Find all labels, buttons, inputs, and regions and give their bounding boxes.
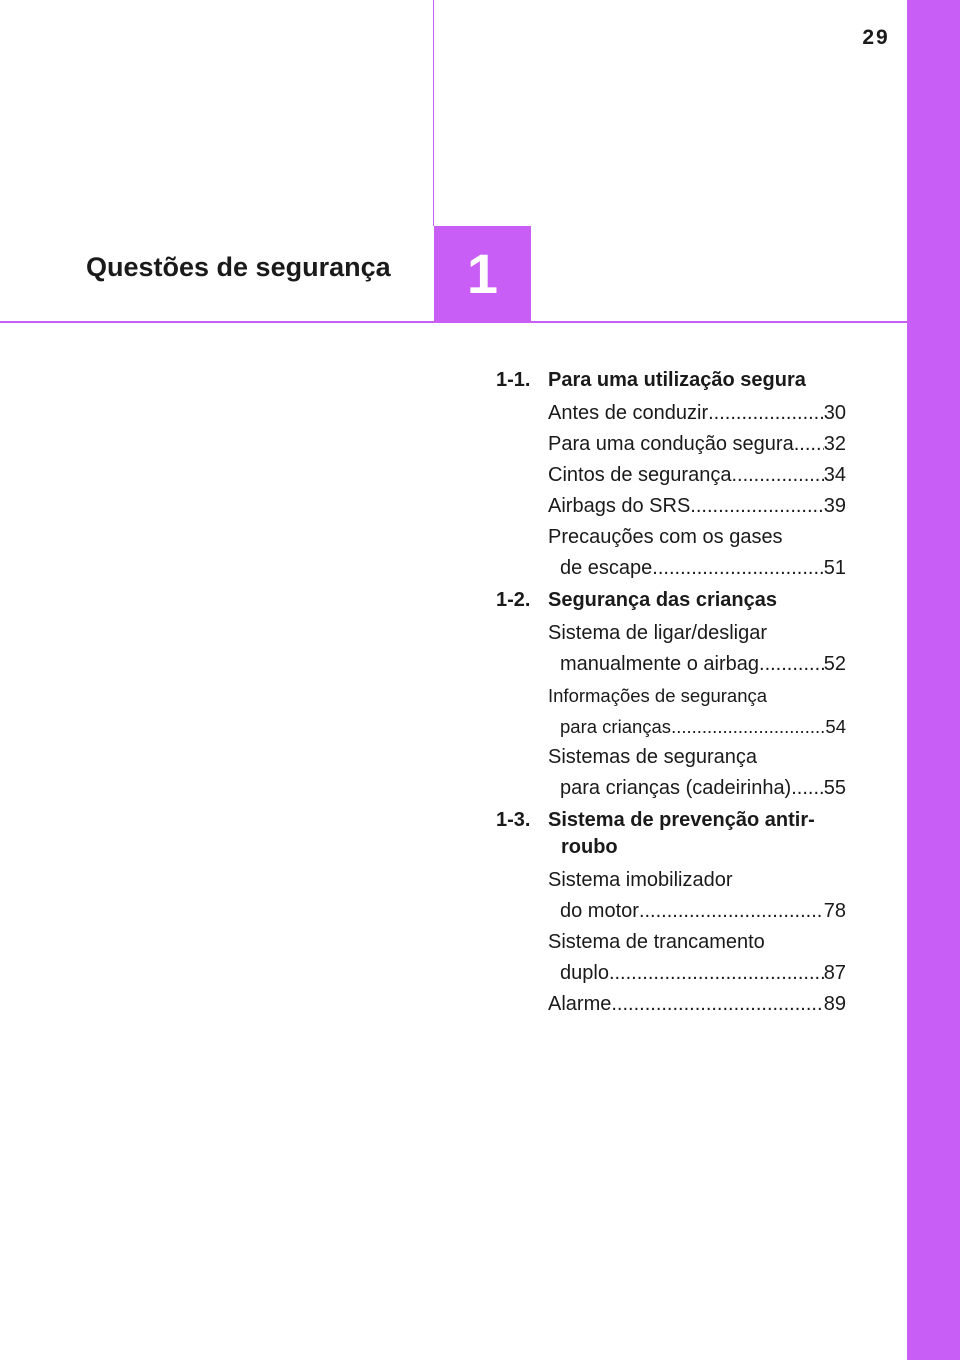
chapter-side-tab (907, 0, 960, 1360)
leader-dots (611, 989, 823, 1020)
leader-dots (639, 896, 824, 927)
entry-title-line1: Sistema imobilizador (548, 869, 733, 891)
entry-page: 32 (823, 433, 846, 455)
leader-dots (652, 553, 823, 584)
section-title-continued: roubo (561, 836, 618, 858)
entry-page: 55 (823, 777, 846, 799)
leader-dots (708, 398, 824, 429)
toc-entry[interactable] (548, 927, 846, 989)
table-of-contents (496, 367, 846, 1020)
toc-entry[interactable] (548, 522, 846, 584)
entry-title: Alarme (548, 993, 612, 1015)
entry-page: 54 (825, 716, 846, 737)
entry-page: 30 (823, 402, 846, 424)
entry-page: 87 (823, 962, 846, 984)
toc-entry[interactable] (548, 742, 846, 804)
leader-dots (609, 958, 824, 989)
leader-dots (690, 491, 823, 522)
leader-dots (791, 773, 824, 804)
entry-page: 34 (823, 464, 846, 486)
toc-entry[interactable] (548, 460, 846, 491)
leader-dots (671, 711, 825, 742)
toc-entry[interactable] (548, 618, 846, 680)
toc-entry[interactable] (548, 491, 846, 522)
entry-title: do motor (560, 900, 639, 922)
chapter-title: Questões de segurança (86, 252, 391, 282)
entry-title: Cintos de segurança (548, 464, 732, 486)
entry-title: Para uma condução segura (548, 433, 794, 455)
section-title: Para uma utilização segura (548, 369, 806, 391)
entry-title: de escape (560, 557, 653, 579)
toc-entry[interactable] (548, 680, 846, 742)
section-number: 1-1. (496, 369, 531, 391)
toc-entry[interactable] (548, 989, 846, 1020)
section-number: 1-2. (496, 589, 531, 611)
section-title: Segurança das crianças (548, 589, 778, 611)
entry-title: duplo (560, 962, 609, 984)
entry-title-line1: Informações de segurança (548, 685, 768, 706)
section-title: Sistema de prevenção antir- (548, 809, 815, 831)
entry-title: para crianças (560, 716, 672, 737)
leader-dots (731, 460, 823, 491)
toc-section[interactable] (496, 807, 846, 861)
toc-section[interactable] (496, 367, 846, 394)
page-number: 29 (862, 26, 890, 49)
chapter-number-box: 1 (434, 226, 531, 322)
entry-title-line1: Precauções com os gases (548, 526, 783, 548)
entry-page: 78 (823, 900, 846, 922)
entry-title-line1: Sistema de ligar/desligar (548, 622, 767, 644)
leader-dots (794, 429, 824, 460)
entry-title: Antes de conduzir (548, 402, 709, 424)
entry-title: para crianças (cadeirinha) (560, 777, 792, 799)
entry-title: Airbags do SRS (548, 495, 691, 517)
entry-title: manualmente o airbag (560, 653, 760, 675)
vertical-divider (433, 0, 434, 226)
entry-title-line1: Sistemas de segurança (548, 746, 758, 768)
entry-page: 51 (823, 557, 846, 579)
toc-section[interactable] (496, 587, 846, 614)
entry-title-line1: Sistema de trancamento (548, 931, 765, 953)
toc-entry[interactable] (548, 398, 846, 429)
entry-page: 52 (823, 653, 846, 675)
toc-entry[interactable] (548, 429, 846, 460)
entry-page: 39 (823, 495, 846, 517)
leader-dots (759, 649, 824, 680)
entry-page: 89 (823, 993, 846, 1015)
toc-entry[interactable] (548, 865, 846, 927)
section-number: 1-3. (496, 809, 531, 831)
